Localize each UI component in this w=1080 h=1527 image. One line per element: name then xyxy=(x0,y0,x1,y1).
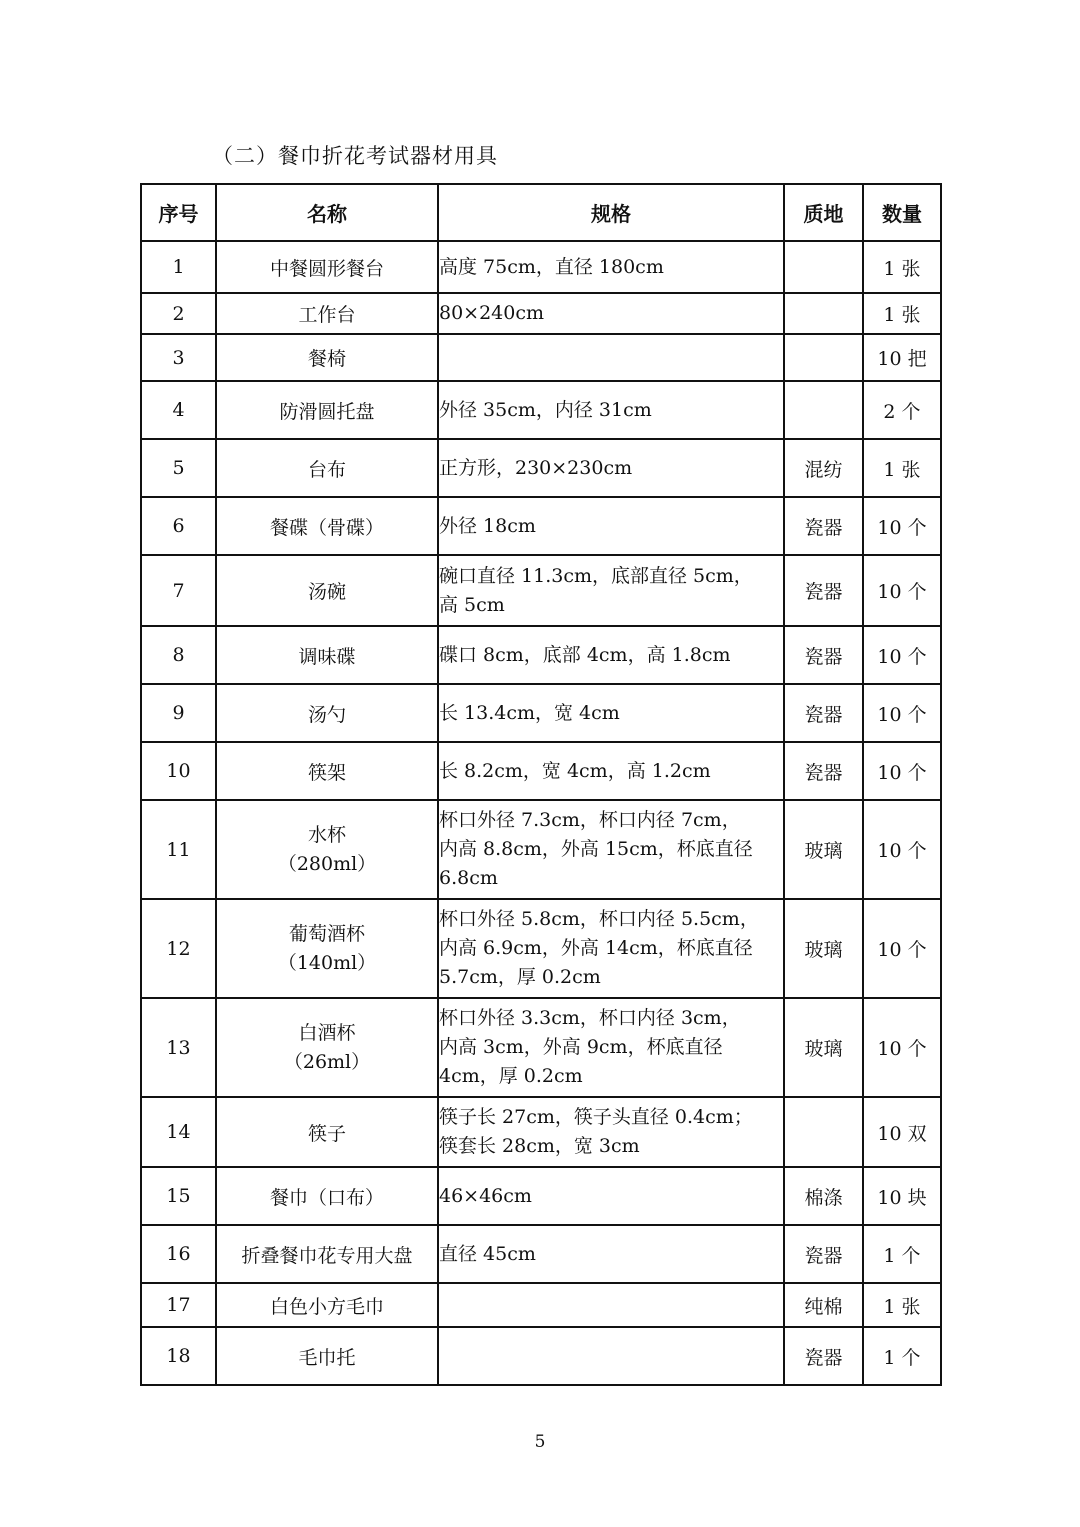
cell-spec-line: 直径 45cm xyxy=(439,1242,536,1265)
header-spec: 规格 xyxy=(438,184,784,241)
cell-spec-line: 4cm，厚 0.2cm xyxy=(439,1065,583,1087)
cell-spec-line: 长 8.2cm，宽 4cm，高 1.2cm xyxy=(439,759,711,782)
cell-seq: 15 xyxy=(141,1167,216,1225)
table-row xyxy=(141,1225,941,1283)
cell-material: 玻璃 xyxy=(784,998,863,1097)
cell-spec xyxy=(438,1167,784,1225)
cell-material: 瓷器 xyxy=(784,684,863,742)
cell-name-line: （26ml） xyxy=(283,1050,371,1073)
cell-seq: 8 xyxy=(141,626,216,684)
cell-quantity: 1 张 xyxy=(863,241,941,293)
cell-material: 瓷器 xyxy=(784,626,863,684)
table-row xyxy=(141,1097,941,1167)
cell-quantity: 1 张 xyxy=(863,439,941,497)
cell-spec-line: 筷子长 27cm，筷子头直径 0.4cm； xyxy=(439,1106,753,1128)
cell-spec-line: 6.8cm xyxy=(439,867,498,889)
cell-seq: 3 xyxy=(141,334,216,381)
cell-name-line: 餐碟（骨碟） xyxy=(269,516,384,539)
cell-name-line: 调味碟 xyxy=(298,645,356,668)
cell-spec xyxy=(438,626,784,684)
cell-seq: 7 xyxy=(141,555,216,626)
cell-name-line: 筷子 xyxy=(307,1122,346,1145)
cell-spec-line: 高度 75cm，直径 180cm xyxy=(439,255,664,278)
header-material: 质地 xyxy=(784,184,863,241)
cell-quantity: 10 个 xyxy=(863,742,941,800)
cell-name-line: 工作台 xyxy=(298,304,356,326)
cell-spec-line: 杯口外径 3.3cm，杯口内径 3cm， xyxy=(439,1007,741,1029)
cell-seq: 13 xyxy=(141,998,216,1097)
cell-spec-line: 长 13.4cm，宽 4cm xyxy=(439,701,620,724)
cell-spec xyxy=(438,998,784,1097)
cell-quantity: 10 双 xyxy=(863,1097,941,1167)
cell-spec-line: 外径 35cm，内径 31cm xyxy=(439,398,652,421)
cell-name-line: 折叠餐巾花专用大盘 xyxy=(241,1244,413,1267)
cell-material: 纯棉 xyxy=(784,1283,863,1327)
cell-material xyxy=(784,381,863,439)
cell-name-line: 汤勺 xyxy=(307,703,346,726)
cell-spec xyxy=(438,1283,784,1327)
cell-spec-line: 外径 18cm xyxy=(439,514,536,537)
cell-quantity: 1 张 xyxy=(863,293,941,334)
cell-spec-line: 筷套长 28cm，宽 3cm xyxy=(439,1135,640,1157)
cell-spec-line: 杯口外径 7.3cm，杯口内径 7cm， xyxy=(439,809,741,831)
cell-quantity: 10 个 xyxy=(863,684,941,742)
table-row xyxy=(141,334,941,381)
cell-name-line: 餐椅 xyxy=(307,348,346,370)
cell-spec xyxy=(438,241,784,293)
cell-material: 瓷器 xyxy=(784,1225,863,1283)
cell-name xyxy=(216,293,438,334)
cell-name xyxy=(216,800,438,899)
cell-spec xyxy=(438,555,784,626)
cell-spec-line: 5.7cm，厚 0.2cm xyxy=(439,966,601,988)
cell-spec xyxy=(438,1327,784,1385)
cell-seq: 14 xyxy=(141,1097,216,1167)
cell-name-line: 汤碗 xyxy=(307,581,346,603)
table-row xyxy=(141,899,941,998)
cell-spec-line: 80×240cm xyxy=(439,302,545,324)
cell-spec-line: 杯口外径 5.8cm，杯口内径 5.5cm， xyxy=(439,908,759,930)
cell-name xyxy=(216,381,438,439)
cell-name xyxy=(216,742,438,800)
cell-name xyxy=(216,626,438,684)
page-number: 5 xyxy=(534,1432,546,1452)
cell-spec xyxy=(438,1225,784,1283)
cell-name xyxy=(216,241,438,293)
equipment-table xyxy=(140,183,942,1386)
cell-material xyxy=(784,293,863,334)
cell-material: 瓷器 xyxy=(784,497,863,555)
cell-material xyxy=(784,334,863,381)
cell-name-line: 葡萄酒杯 xyxy=(288,922,365,945)
cell-spec xyxy=(438,684,784,742)
cell-name xyxy=(216,439,438,497)
table-row xyxy=(141,742,941,800)
cell-name xyxy=(216,1225,438,1283)
cell-spec xyxy=(438,899,784,998)
cell-name-line: 防滑圆托盘 xyxy=(279,400,375,423)
cell-seq: 1 xyxy=(141,241,216,293)
cell-seq: 11 xyxy=(141,800,216,899)
cell-spec-line: 内高 3cm，外高 9cm，杯底直径 xyxy=(439,1036,723,1058)
cell-quantity: 10 个 xyxy=(863,555,941,626)
header-quantity: 数量 xyxy=(863,184,941,241)
cell-spec xyxy=(438,800,784,899)
cell-material: 瓷器 xyxy=(784,742,863,800)
table-row xyxy=(141,497,941,555)
cell-material: 瓷器 xyxy=(784,1327,863,1385)
cell-quantity: 10 个 xyxy=(863,998,941,1097)
cell-quantity: 1 个 xyxy=(863,1327,941,1385)
cell-spec xyxy=(438,293,784,334)
table-row xyxy=(141,684,941,742)
cell-seq: 4 xyxy=(141,381,216,439)
cell-name-line: 餐巾（口布） xyxy=(269,1186,384,1209)
cell-name-line: 水杯 xyxy=(307,823,346,846)
cell-name xyxy=(216,497,438,555)
cell-spec xyxy=(438,439,784,497)
cell-name xyxy=(216,1097,438,1167)
cell-spec-line: 内高 8.8cm，外高 15cm，杯底直径 xyxy=(439,838,753,860)
cell-quantity: 10 个 xyxy=(863,899,941,998)
cell-name-line: （280ml） xyxy=(277,852,377,875)
table-row xyxy=(141,381,941,439)
header-name: 名称 xyxy=(216,184,438,241)
cell-name-line: 筷架 xyxy=(307,761,346,784)
cell-quantity: 1 个 xyxy=(863,1225,941,1283)
cell-spec xyxy=(438,334,784,381)
table-row xyxy=(141,293,941,334)
cell-spec-line: 碟口 8cm，底部 4cm，高 1.8cm xyxy=(439,643,731,666)
cell-name xyxy=(216,998,438,1097)
cell-spec xyxy=(438,742,784,800)
table-row xyxy=(141,1167,941,1225)
cell-name xyxy=(216,555,438,626)
cell-name xyxy=(216,334,438,381)
cell-material: 瓷器 xyxy=(784,555,863,626)
cell-seq: 10 xyxy=(141,742,216,800)
header-row xyxy=(141,184,941,241)
cell-name-line: 白酒杯 xyxy=(298,1021,356,1044)
cell-seq: 17 xyxy=(141,1283,216,1327)
table-row xyxy=(141,626,941,684)
table-row xyxy=(141,800,941,899)
cell-material: 玻璃 xyxy=(784,899,863,998)
cell-quantity: 10 个 xyxy=(863,800,941,899)
cell-name xyxy=(216,684,438,742)
cell-material: 混纺 xyxy=(784,439,863,497)
cell-seq: 2 xyxy=(141,293,216,334)
table-row xyxy=(141,1283,941,1327)
cell-name xyxy=(216,1167,438,1225)
cell-name-line: 台布 xyxy=(307,458,346,481)
section-title: （二）餐巾折花考试器材用具 xyxy=(212,144,498,168)
cell-spec-line: 46×46cm xyxy=(439,1184,532,1207)
cell-name-line: 毛巾托 xyxy=(298,1346,356,1369)
cell-seq: 18 xyxy=(141,1327,216,1385)
cell-material: 棉涤 xyxy=(784,1167,863,1225)
header-seq: 序号 xyxy=(141,184,216,241)
table-body xyxy=(141,241,941,1385)
table-row xyxy=(141,439,941,497)
cell-quantity: 10 块 xyxy=(863,1167,941,1225)
table-row xyxy=(141,555,941,626)
cell-name-line: 白色小方毛巾 xyxy=(269,1295,384,1318)
cell-seq: 6 xyxy=(141,497,216,555)
cell-name-line: 中餐圆形餐台 xyxy=(269,257,384,280)
cell-spec-line: 内高 6.9cm，外高 14cm，杯底直径 xyxy=(439,937,753,959)
table-row xyxy=(141,1327,941,1385)
cell-name xyxy=(216,1283,438,1327)
cell-material xyxy=(784,1097,863,1167)
cell-seq: 9 xyxy=(141,684,216,742)
cell-seq: 16 xyxy=(141,1225,216,1283)
cell-spec xyxy=(438,1097,784,1167)
cell-seq: 5 xyxy=(141,439,216,497)
cell-name-line: （140ml） xyxy=(277,951,377,974)
cell-spec-line: 高 5cm xyxy=(439,593,505,616)
cell-spec-line: 碗口直径 11.3cm，底部直径 5cm， xyxy=(439,564,753,587)
cell-spec xyxy=(438,497,784,555)
cell-spec-line: 正方形，230×230cm xyxy=(439,456,633,479)
cell-material xyxy=(784,241,863,293)
cell-name xyxy=(216,899,438,998)
cell-quantity: 10 个 xyxy=(863,497,941,555)
cell-quantity: 1 张 xyxy=(863,1283,941,1327)
cell-quantity: 10 个 xyxy=(863,626,941,684)
table-row xyxy=(141,241,941,293)
cell-spec xyxy=(438,381,784,439)
cell-name xyxy=(216,1327,438,1385)
table-row xyxy=(141,998,941,1097)
cell-seq: 12 xyxy=(141,899,216,998)
cell-quantity: 10 把 xyxy=(863,334,941,381)
cell-quantity: 2 个 xyxy=(863,381,941,439)
cell-material: 玻璃 xyxy=(784,800,863,899)
